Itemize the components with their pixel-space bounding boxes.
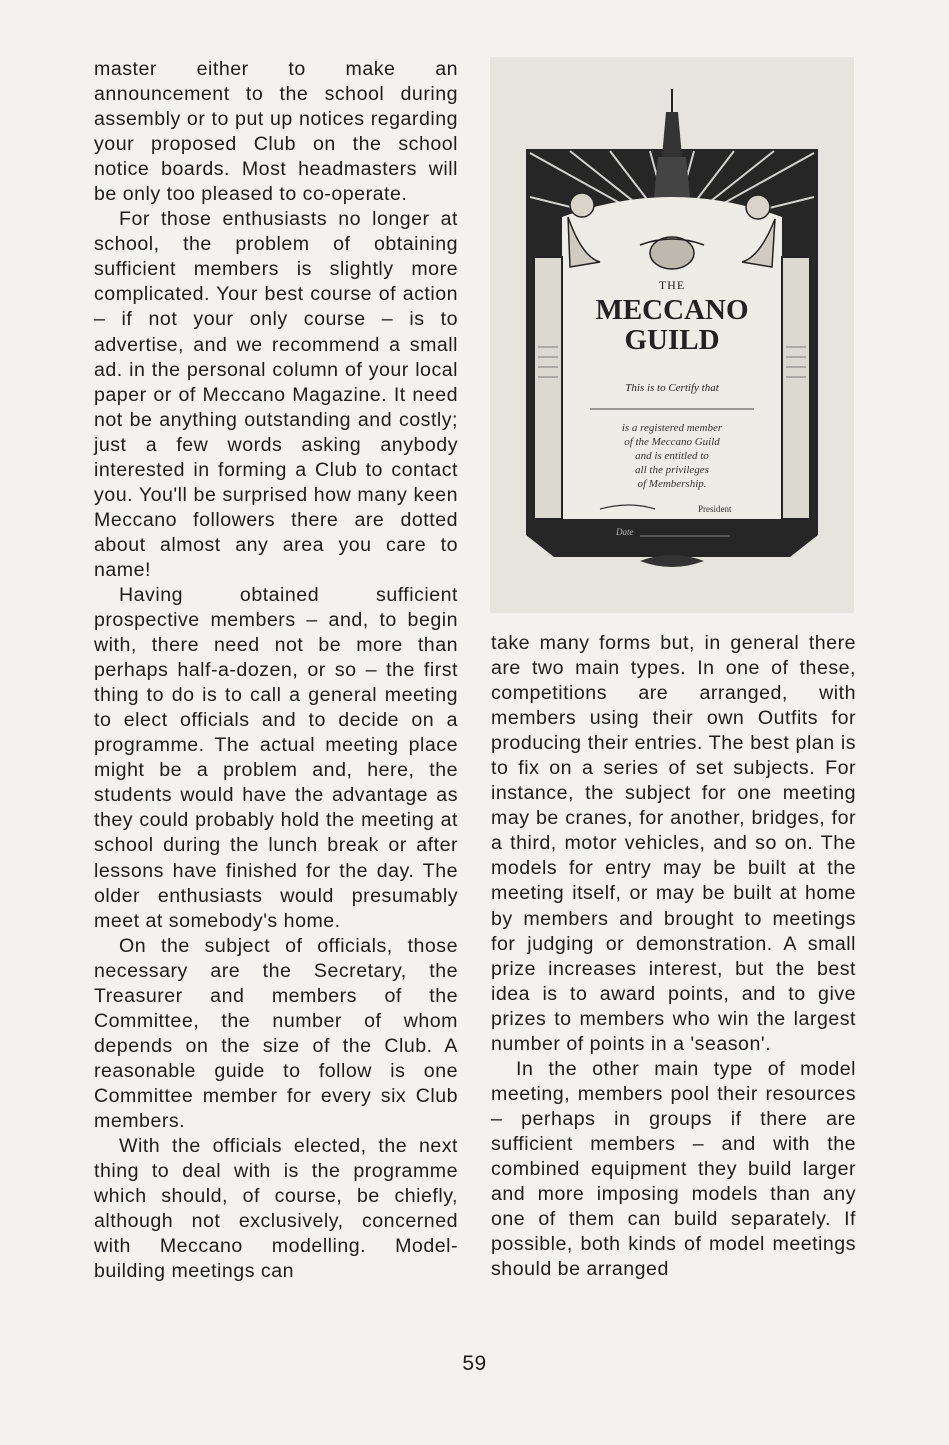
cert-certify-line: This is to Certify that: [625, 382, 719, 394]
cert-body-line: of Membership.: [637, 478, 707, 490]
meccano-guild-certificate-illustration: [490, 57, 854, 613]
cert-body-line: all the privileges: [635, 464, 709, 476]
right-pillar: [782, 257, 810, 519]
paragraph: Having obtained sufficient prospective members – and, to begin with, there need not be more than perhaps half-a-dozen, or so – the first thing to do is to call a general meeting to elect officials and to decide on a programme. The actual meeting place might be a problem and, here, the students would have the advantage as they could probably hold the meeting at school during the lunch break or after lessons have finished for the day. The older enthusiasts would presumably meet at somebody's home.: [94, 583, 458, 932]
cert-title-guild: GUILD: [624, 324, 720, 356]
right-text-column: [491, 631, 856, 1282]
cert-title-meccano: MECCANO: [595, 294, 749, 326]
paragraph: For those enthusiasts no longer at school, the problem of obtaining sufficient members is slightly more complicated. Your best course of action – if not your only course – is to advertise, and we recommend a small ad. in the personal column of your local paper or of Meccano Magazine. It need not be anything outstanding and costly; just a few words asking anybody interested in forming a Club to contact you. You'll be surprised how many keen Meccano followers there are dotted about almost any area you care to name!: [94, 208, 458, 581]
certificate-figure: [490, 57, 854, 613]
paragraph: With the officials elected, the next thing to deal with is the programme which should, of course, be chiefly, although not exclusively, concerned with Meccano modelling. Model-building meetings can: [94, 1135, 458, 1283]
paragraph: master either to make an announcement to the school during assembly or to put up notices regarding your proposed Club on the school notice boards. Most headmasters will be only too pleased to co-operate.: [94, 58, 458, 206]
cert-the: THE: [658, 278, 686, 292]
cert-president-label: President: [698, 504, 732, 514]
cert-body-line: of the Meccano Guild: [624, 436, 720, 448]
cert-date-label: Date: [616, 527, 634, 537]
cert-body-line: and is entitled to: [635, 450, 709, 462]
cert-body-line: is a registered member: [621, 422, 723, 434]
paragraph: On the subject of officials, those necessary are the Secretary, the Treasurer and members of the Committee, the number of whom depends on the size of the Club. A reasonable guide to follow is one Committee member for every six Club members.: [94, 934, 458, 1132]
paragraph: In the other main type of model meeting, members pool their resources – perhaps in groups if there are sufficient members – and with the combined equipment they build larger and more imposing models than any one of them can build separately. If possible, both kinds of model meetings should be arranged: [491, 1057, 856, 1281]
left-text-column: [94, 57, 458, 1284]
left-pillar: [534, 257, 562, 519]
paragraph: take many forms but, in general there are two main types. In one of these, competitions are arranged, with members using their own Outfits for producing their entries. The best plan is to fix on a series of set subjects. For instance, the subject for one meeting may be cranes, for another, bridges, for a third, motor vehicles, and so on. The models for entry may be built at the meeting itself, or may be built at home by members and brought to meetings for judging or demonstration. A small prize increases interest, but the best idea is to award points, and to give prizes to members who win the largest number of points in a 'season'.: [491, 632, 856, 1055]
page-number: 59: [462, 1352, 487, 1375]
